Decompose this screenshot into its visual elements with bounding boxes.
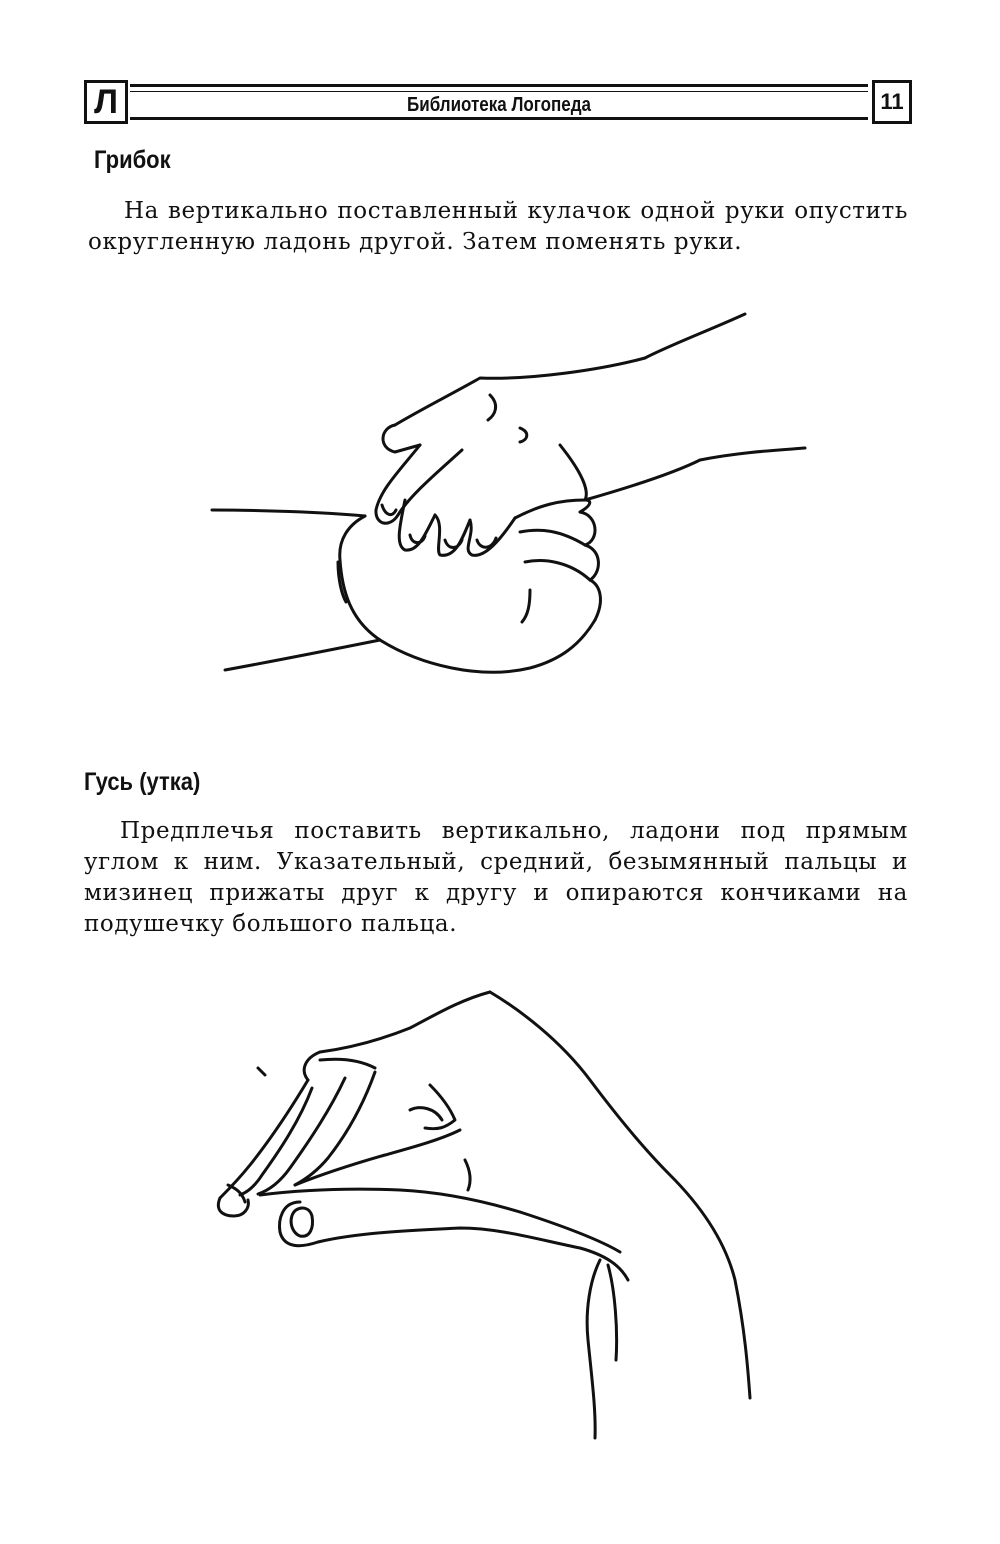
mushroom-hands-illustration — [200, 300, 820, 700]
header-title: Библиотека Логопеда — [407, 94, 591, 116]
goose-hand-illustration — [200, 980, 780, 1450]
section-text-goose: Предплечья поставить вертикально, ладони под прямым углом к ним. Указательный, средний, безымянный пальцы и мизинец прижаты друг к другу и опираются кончиками на подушечку большого пальца. — [84, 818, 908, 937]
header-letter-badge: Л — [84, 80, 128, 124]
header-bar — [130, 84, 868, 120]
section-title-goose: Гусь (утка) — [84, 768, 201, 796]
page-header — [84, 80, 912, 128]
section-text-mushroom: На вертикально поставленный кулачок одной руки опустить округленную ладонь другой. Затем поменять руки. — [88, 198, 908, 255]
page-number: 11 — [872, 80, 912, 124]
section-title-mushroom: Грибок — [94, 146, 171, 174]
